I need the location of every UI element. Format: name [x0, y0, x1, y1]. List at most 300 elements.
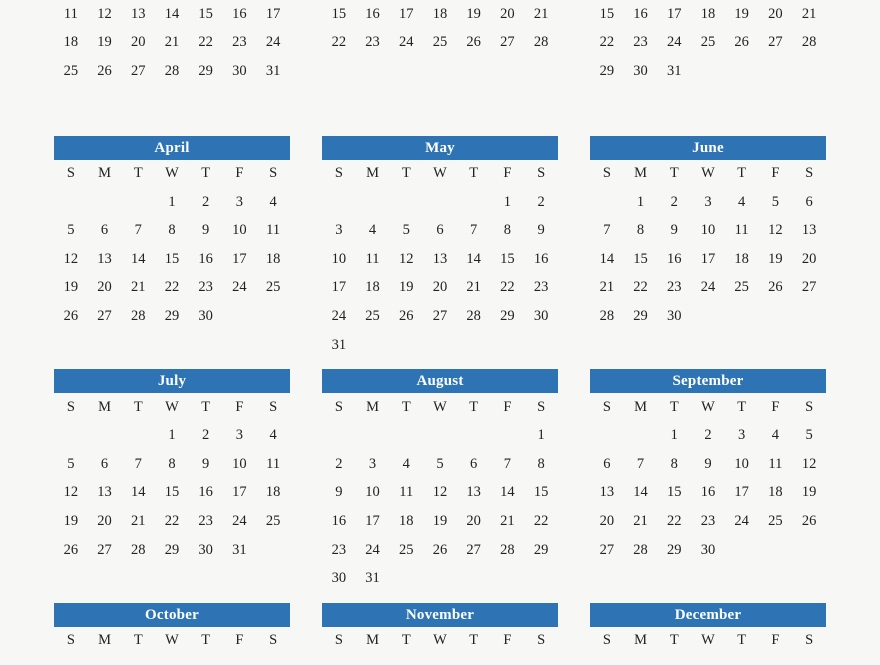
week-row — [54, 245, 290, 274]
day-cell[interactable]: 13 — [97, 484, 112, 501]
weekday-header: W — [165, 632, 179, 649]
day-cell — [491, 331, 525, 360]
day-cell: 20 — [500, 5, 515, 22]
day-cell[interactable]: 21 — [131, 512, 146, 529]
month-table — [590, 627, 826, 655]
weekday-header: S — [537, 632, 546, 649]
weekday-header: F — [503, 165, 512, 182]
weekday-header: F — [771, 398, 780, 415]
day-cell[interactable]: 5 — [67, 455, 75, 472]
day-cell[interactable]: 3 — [235, 193, 243, 210]
weekday-header: S — [602, 165, 611, 182]
day-cell — [691, 57, 725, 86]
day-cell — [759, 57, 793, 86]
day-cell[interactable]: 21 — [500, 512, 515, 529]
day-cell[interactable]: 10 — [232, 455, 247, 472]
day-cell[interactable]: 23 — [700, 512, 716, 529]
day-cell[interactable]: 3 — [235, 427, 243, 444]
weekday-header: M — [98, 632, 111, 649]
day-cell[interactable]: 26 — [399, 307, 414, 324]
day-cell[interactable]: 7 — [134, 222, 142, 239]
day-cell[interactable]: 25 — [399, 541, 414, 558]
day-cell[interactable]: 20 — [97, 512, 112, 529]
weekday-header: W — [701, 632, 715, 649]
day-cell[interactable]: 27 — [599, 541, 615, 558]
day-cell[interactable]: 1 — [168, 193, 176, 210]
day-cell[interactable]: 30 — [198, 541, 213, 558]
week-row — [54, 536, 290, 565]
day-cell[interactable]: 28 — [500, 541, 515, 558]
day-cell[interactable]: 18 — [265, 484, 281, 501]
day-cell[interactable]: 3 — [368, 455, 377, 472]
day-cell[interactable]: 7 — [470, 222, 478, 239]
day-cell: 25 — [63, 62, 79, 79]
day-cell — [256, 536, 290, 565]
day-cell[interactable]: 5 — [805, 427, 813, 444]
day-cell — [491, 421, 525, 450]
day-cell[interactable]: 30 — [700, 541, 716, 558]
day-cell: 31 — [265, 62, 281, 79]
day-cell — [792, 57, 826, 86]
day-cell[interactable]: 12 — [801, 455, 817, 472]
day-cell[interactable]: 2 — [202, 193, 210, 210]
day-cell[interactable]: 30 — [331, 570, 347, 587]
day-cell[interactable]: 19 — [63, 512, 79, 529]
day-cell[interactable]: 14 — [466, 250, 481, 267]
day-cell[interactable]: 16 — [198, 484, 213, 501]
day-cell[interactable]: 9 — [704, 455, 712, 472]
month-table — [590, 0, 826, 86]
day-cell[interactable]: 30 — [667, 307, 682, 324]
day-cell[interactable]: 10 — [365, 484, 380, 501]
day-cell[interactable]: 7 — [503, 455, 511, 472]
day-cell[interactable]: 3 — [704, 193, 712, 210]
week-row — [322, 188, 558, 217]
weekday-header: S — [334, 165, 343, 182]
day-cell[interactable]: 13 — [801, 222, 817, 239]
day-cell: 17 — [667, 5, 682, 22]
day-cell[interactable]: 8 — [168, 222, 176, 239]
week-row — [322, 564, 558, 593]
day-cell[interactable]: 3 — [335, 222, 343, 239]
day-cell[interactable]: 6 — [805, 193, 813, 210]
weekday-header-row — [54, 160, 290, 188]
day-cell — [524, 57, 558, 86]
weekday-header: W — [165, 165, 179, 182]
weekday-header: T — [401, 632, 411, 649]
month-title: December — [590, 603, 826, 627]
day-cell[interactable]: 16 — [331, 512, 347, 529]
day-cell: 13 — [131, 5, 146, 22]
weekday-header: S — [537, 165, 546, 182]
day-cell[interactable]: 17 — [734, 484, 749, 501]
day-cell[interactable]: 17 — [331, 279, 347, 296]
day-cell[interactable]: 10 — [331, 250, 347, 267]
day-cell[interactable]: 4 — [402, 455, 410, 472]
day-cell[interactable]: 17 — [365, 512, 380, 529]
day-cell[interactable]: 8 — [503, 222, 511, 239]
day-cell[interactable]: 8 — [670, 455, 678, 472]
day-cell[interactable]: 29 — [164, 307, 180, 324]
day-cell[interactable]: 28 — [599, 307, 615, 324]
day-cell[interactable]: 22 — [164, 512, 180, 529]
day-cell — [121, 188, 155, 217]
day-cell[interactable]: 4 — [738, 193, 746, 210]
day-cell[interactable]: 13 — [599, 484, 615, 501]
day-cell[interactable]: 12 — [768, 222, 783, 239]
day-cell[interactable]: 18 — [734, 250, 749, 267]
day-cell[interactable]: 23 — [533, 279, 549, 296]
day-cell — [792, 302, 826, 331]
day-cell[interactable]: 30 — [533, 307, 549, 324]
day-cell[interactable]: 16 — [700, 484, 716, 501]
day-cell: 16 — [633, 5, 648, 22]
day-cell[interactable]: 6 — [470, 455, 478, 472]
day-cell: 22 — [198, 34, 213, 51]
day-cell — [590, 188, 624, 217]
day-cell[interactable]: 9 — [202, 455, 210, 472]
weekday-header: W — [433, 632, 447, 649]
weekday-header-row — [590, 627, 826, 655]
day-cell[interactable]: 1 — [503, 193, 511, 210]
day-cell[interactable]: 20 — [599, 512, 615, 529]
day-cell: 23 — [365, 34, 380, 51]
day-cell — [356, 188, 390, 217]
day-cell[interactable]: 23 — [667, 279, 682, 296]
day-cell[interactable]: 18 — [399, 512, 414, 529]
day-cell[interactable]: 5 — [771, 193, 779, 210]
day-cell[interactable]: 7 — [636, 455, 645, 472]
day-cell[interactable]: 27 — [801, 279, 817, 296]
day-cell[interactable]: 29 — [533, 541, 549, 558]
day-cell — [491, 57, 525, 86]
week-row — [590, 507, 826, 536]
day-cell[interactable]: 16 — [198, 250, 213, 267]
day-cell[interactable]: 2 — [704, 427, 712, 444]
day-cell[interactable]: 19 — [801, 484, 817, 501]
day-cell[interactable]: 28 — [633, 541, 648, 558]
day-cell[interactable]: 13 — [466, 484, 481, 501]
day-cell[interactable]: 14 — [633, 484, 648, 501]
day-cell[interactable]: 12 — [63, 484, 79, 501]
day-cell[interactable]: 15 — [164, 250, 180, 267]
day-cell[interactable]: 10 — [232, 222, 247, 239]
day-cell[interactable]: 23 — [198, 279, 213, 296]
week-row — [590, 188, 826, 217]
day-cell[interactable]: 25 — [768, 512, 783, 529]
day-cell[interactable]: 31 — [331, 336, 347, 353]
day-cell[interactable]: 25 — [265, 279, 281, 296]
weekday-header: T — [737, 632, 747, 649]
month-july — [54, 369, 290, 593]
day-cell[interactable]: 1 — [168, 427, 176, 444]
day-cell[interactable]: 8 — [537, 455, 545, 472]
day-cell[interactable]: 22 — [500, 279, 515, 296]
day-cell[interactable]: 12 — [63, 250, 79, 267]
day-cell[interactable]: 9 — [670, 222, 678, 239]
day-cell[interactable]: 26 — [63, 541, 79, 558]
day-cell[interactable]: 14 — [500, 484, 515, 501]
day-cell[interactable]: 9 — [537, 222, 545, 239]
day-cell[interactable]: 11 — [768, 455, 783, 472]
day-cell: 18 — [700, 5, 716, 22]
day-cell[interactable]: 15 — [667, 484, 682, 501]
day-cell[interactable]: 24 — [734, 512, 749, 529]
day-cell[interactable]: 13 — [432, 250, 448, 267]
day-cell — [256, 302, 290, 331]
day-cell[interactable]: 24 — [365, 541, 380, 558]
weekday-header: W — [433, 165, 447, 182]
day-cell: 21 — [533, 5, 549, 22]
day-cell[interactable]: 4 — [269, 427, 277, 444]
day-cell[interactable]: 22 — [533, 512, 549, 529]
day-cell[interactable]: 1 — [670, 427, 678, 444]
day-cell[interactable]: 20 — [466, 512, 481, 529]
month-august — [322, 369, 558, 593]
day-cell[interactable]: 13 — [97, 250, 112, 267]
day-cell[interactable]: 18 — [768, 484, 783, 501]
week-row — [54, 29, 290, 58]
day-cell[interactable]: 6 — [100, 222, 109, 239]
day-cell — [389, 188, 423, 217]
day-cell[interactable]: 14 — [599, 250, 615, 267]
day-cell[interactable]: 1 — [537, 427, 545, 444]
day-cell[interactable]: 4 — [269, 193, 277, 210]
day-cell[interactable]: 2 — [335, 455, 343, 472]
day-cell[interactable]: 3 — [738, 427, 746, 444]
day-cell — [389, 57, 423, 86]
day-cell[interactable]: 15 — [533, 484, 549, 501]
day-cell[interactable]: 2 — [202, 427, 210, 444]
week-row — [54, 450, 290, 479]
week-row — [54, 479, 290, 508]
week-row — [590, 274, 826, 303]
week-row — [590, 29, 826, 58]
day-cell[interactable]: 5 — [436, 455, 444, 472]
day-cell[interactable]: 23 — [198, 512, 213, 529]
weekday-header: T — [469, 632, 479, 649]
day-cell[interactable]: 2 — [537, 193, 545, 210]
month-title: July — [54, 369, 290, 393]
week-row — [54, 274, 290, 303]
day-cell[interactable]: 25 — [734, 279, 749, 296]
day-cell[interactable]: 17 — [232, 484, 247, 501]
weekday-header: F — [235, 165, 244, 182]
day-cell[interactable]: 12 — [399, 250, 414, 267]
weekday-header: F — [235, 632, 244, 649]
weekday-header-row — [54, 627, 290, 655]
day-cell[interactable]: 19 — [432, 512, 448, 529]
month-table — [322, 393, 558, 593]
day-cell[interactable]: 5 — [402, 222, 410, 239]
day-cell[interactable]: 1 — [636, 193, 645, 210]
day-cell — [725, 57, 759, 86]
day-cell[interactable]: 17 — [700, 250, 716, 267]
day-cell[interactable]: 15 — [633, 250, 648, 267]
weekday-header: F — [503, 398, 512, 415]
day-cell[interactable]: 29 — [633, 307, 648, 324]
day-cell[interactable]: 27 — [97, 307, 112, 324]
day-cell: 19 — [466, 5, 481, 22]
weekday-header: S — [66, 398, 75, 415]
day-cell[interactable]: 27 — [97, 541, 112, 558]
day-cell[interactable]: 29 — [667, 541, 682, 558]
day-cell[interactable]: 25 — [265, 512, 281, 529]
weekday-header: T — [133, 165, 143, 182]
day-cell[interactable]: 25 — [365, 307, 380, 324]
day-cell[interactable]: 6 — [436, 222, 444, 239]
day-cell[interactable]: 9 — [335, 484, 343, 501]
day-cell[interactable]: 22 — [164, 279, 180, 296]
weekday-header: S — [602, 398, 611, 415]
day-cell[interactable]: 24 — [331, 307, 347, 324]
month-september — [590, 369, 826, 593]
weekday-header: S — [805, 165, 814, 182]
month-table — [590, 160, 826, 331]
day-cell[interactable]: 16 — [533, 250, 549, 267]
day-cell[interactable]: 21 — [633, 512, 648, 529]
day-cell[interactable]: 9 — [202, 222, 210, 239]
day-cell: 31 — [667, 62, 682, 79]
weekday-header: T — [669, 632, 679, 649]
day-cell[interactable]: 26 — [432, 541, 448, 558]
day-cell[interactable]: 28 — [466, 307, 481, 324]
week-row — [322, 536, 558, 565]
day-cell: 19 — [734, 5, 749, 22]
day-cell[interactable]: 20 — [432, 279, 448, 296]
day-cell[interactable]: 28 — [131, 541, 146, 558]
day-cell: 22 — [331, 34, 347, 51]
day-cell[interactable]: 11 — [266, 455, 281, 472]
day-cell[interactable]: 15 — [500, 250, 515, 267]
day-cell[interactable]: 23 — [331, 541, 347, 558]
day-cell[interactable]: 16 — [667, 250, 682, 267]
day-cell[interactable]: 11 — [266, 222, 281, 239]
day-cell[interactable]: 26 — [63, 307, 79, 324]
day-cell[interactable]: 21 — [466, 279, 481, 296]
day-cell[interactable]: 20 — [801, 250, 817, 267]
day-cell[interactable]: 7 — [603, 222, 611, 239]
day-cell[interactable]: 19 — [399, 279, 414, 296]
month-title: June — [590, 136, 826, 160]
day-cell[interactable]: 17 — [232, 250, 247, 267]
weekday-header: T — [201, 398, 211, 415]
day-cell[interactable]: 24 — [232, 512, 247, 529]
day-cell[interactable]: 29 — [500, 307, 515, 324]
day-cell[interactable]: 30 — [198, 307, 213, 324]
day-cell[interactable]: 26 — [768, 279, 783, 296]
day-cell — [356, 57, 390, 86]
week-row — [590, 421, 826, 450]
day-cell[interactable]: 18 — [265, 250, 281, 267]
day-cell[interactable]: 29 — [164, 541, 180, 558]
row-spacer — [0, 96, 880, 136]
day-cell: 27 — [768, 34, 783, 51]
day-cell[interactable]: 11 — [399, 484, 414, 501]
week-row — [54, 302, 290, 331]
weekday-header: M — [366, 632, 379, 649]
day-cell[interactable]: 4 — [368, 222, 377, 239]
day-cell[interactable]: 8 — [168, 455, 176, 472]
day-cell[interactable]: 12 — [432, 484, 448, 501]
weekday-header: F — [235, 398, 244, 415]
day-cell[interactable]: 26 — [801, 512, 817, 529]
day-cell: 20 — [131, 34, 146, 51]
month-title: November — [322, 603, 558, 627]
month-february — [322, 0, 558, 86]
month-december — [590, 603, 826, 655]
month-grid — [0, 136, 880, 603]
weekday-header: S — [805, 398, 814, 415]
day-cell: 23 — [633, 34, 648, 51]
day-cell[interactable]: 10 — [734, 455, 749, 472]
day-cell: 18 — [432, 5, 448, 22]
day-cell[interactable]: 14 — [131, 484, 146, 501]
day-cell: 28 — [801, 34, 817, 51]
day-cell[interactable]: 6 — [603, 455, 611, 472]
weekday-header: S — [269, 632, 278, 649]
day-cell[interactable]: 28 — [131, 307, 146, 324]
day-cell[interactable]: 20 — [97, 279, 112, 296]
week-row — [590, 479, 826, 508]
day-cell — [423, 57, 457, 86]
day-cell: 15 — [198, 5, 213, 22]
day-cell[interactable]: 31 — [365, 570, 380, 587]
month-table — [54, 0, 290, 86]
day-cell[interactable]: 15 — [164, 484, 180, 501]
day-cell[interactable]: 27 — [466, 541, 481, 558]
day-cell[interactable]: 7 — [134, 455, 142, 472]
day-cell[interactable]: 2 — [670, 193, 678, 210]
day-cell[interactable]: 24 — [700, 279, 716, 296]
week-row — [322, 29, 558, 58]
month-table — [590, 393, 826, 564]
month-title: April — [54, 136, 290, 160]
day-cell[interactable]: 18 — [365, 279, 380, 296]
week-row — [590, 450, 826, 479]
day-cell — [389, 564, 423, 593]
day-cell[interactable]: 19 — [63, 279, 79, 296]
day-cell[interactable]: 22 — [667, 512, 682, 529]
day-cell[interactable]: 22 — [633, 279, 648, 296]
weekday-header: W — [701, 165, 715, 182]
day-cell[interactable]: 24 — [232, 279, 247, 296]
day-cell[interactable]: 14 — [131, 250, 146, 267]
weekday-header: T — [201, 165, 211, 182]
day-cell — [691, 302, 725, 331]
day-cell[interactable]: 10 — [700, 222, 716, 239]
day-cell[interactable]: 5 — [67, 222, 75, 239]
month-january — [54, 0, 290, 86]
day-cell[interactable]: 11 — [734, 222, 749, 239]
month-title: May — [322, 136, 558, 160]
day-cell[interactable]: 8 — [636, 222, 645, 239]
weekday-header: M — [634, 398, 647, 415]
day-cell[interactable]: 4 — [771, 427, 779, 444]
day-cell[interactable]: 11 — [365, 250, 380, 267]
day-cell — [322, 57, 356, 86]
day-cell: 23 — [232, 34, 247, 51]
day-cell[interactable]: 21 — [131, 279, 146, 296]
day-cell[interactable]: 21 — [599, 279, 615, 296]
day-cell[interactable]: 27 — [432, 307, 448, 324]
day-cell: 25 — [432, 34, 448, 51]
day-cell[interactable]: 19 — [768, 250, 783, 267]
day-cell — [322, 188, 356, 217]
day-cell[interactable]: 31 — [232, 541, 247, 558]
week-row — [322, 302, 558, 331]
day-cell[interactable]: 6 — [100, 455, 109, 472]
